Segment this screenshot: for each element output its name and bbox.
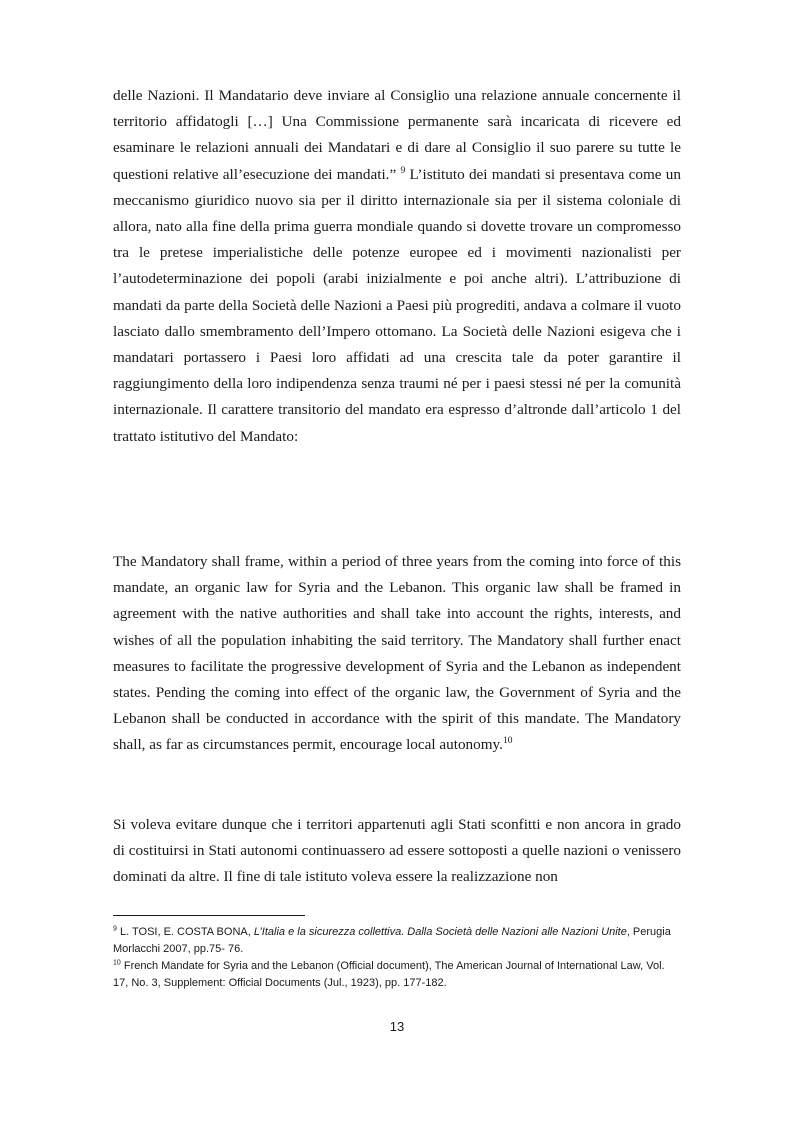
footnote-10-mark: 10 <box>113 959 121 967</box>
footnote-9-authors: L. TOSI, E. COSTA BONA, <box>116 926 254 938</box>
paragraph-1-text-b: L’istituto dei mandati si presentava come un meccanismo giuridico nuovo sia per il diritto internazionale sia per il sistema coloniale di allora, nato alla fine della prima guerra mondiale quando si dovette trovare un compromesso tra le pretese imperialistiche delle potenze europee ed i movimenti nazionalisti per l’autodeterminazione dei popoli (arabi inizialmente e poi anche altri). L’attribuzione di mandati da parte della Società delle Nazioni a Paesi più progrediti, andava a colmare il vuoto lasciato dallo smembramento dell’Impero ottomano. La Società delle Nazioni esigeva che i mandatari portassero i Paesi loro affidati ad una crescita tale da poter garantire il raggiungimento della loro indipendenza senza traumi né per i paesi stessi né per la comunità internazionale. Il carattere transitorio del mandato era espresso d’altronde dall’articolo 1 del trattato istitutivo del Mandato: <box>113 165 681 445</box>
footnote-9-mark: 9 <box>113 925 117 933</box>
paragraph-1-text-a: delle Nazioni. Il Mandatario deve inviare al Consiglio una relazione annuale concernente il territorio affidatogli […] Una Commissione permanente sarà incaricata di ricevere ed esaminare le relazioni annuali dei Mandatari e di dare al Consiglio il suo parere su tutte le questioni relative all’esecuzione dei mandati.” <box>113 87 681 183</box>
footnote-9 <box>113 924 681 958</box>
footnote-ref-10[interactable]: 10 <box>502 736 513 747</box>
block-quote-mandate-article-1 <box>113 549 681 759</box>
footnote-9-rest: , Perugia Morlacchi 2007, pp.75- 76. <box>113 926 671 955</box>
body-paragraph-3 <box>113 812 681 891</box>
footnote-9-title: L’Italia e la sicurezza collettiva. Dalla Società delle Nazioni alle Nazioni Unite <box>253 926 627 938</box>
paragraph-3-text: Si voleva evitare dunque che i territori appartenuti agli Stati sconfitti e non ancora in grado di costituirsi in Stati autonomi continuassero ad essere sottoposti a quelle nazioni o venissero dominati da altre. Il fine di tale istituto voleva essere la realizzazione non <box>113 816 681 886</box>
body-paragraph-1 <box>113 83 681 450</box>
footnotes <box>113 924 681 992</box>
footnote-10 <box>113 958 681 992</box>
footnote-separator <box>113 915 305 916</box>
footnote-ref-9[interactable]: 9 <box>400 165 406 176</box>
document-page <box>113 0 681 1122</box>
quote-text: The Mandatory shall frame, within a period of three years from the coming into force of this mandate, an organic law for Syria and the Lebanon. This organic law shall be framed in agreement with the native authorities and shall take into account the rights, interests, and wishes of all the population inhabiting the said territory. The Mandatory shall further enact measures to facilitate the progressive development of Syria and the Lebanon as independent states. Pending the coming into effect of the organic law, the Government of Syria and the Lebanon shall be conducted in accordance with the spirit of this mandate. The Mandatory shall, as far as circumstances permit, encourage local autonomy. <box>113 553 681 754</box>
footnote-10-text: French Mandate for Syria and the Lebanon (Official document), The American Journal of International Law, Vol. 17, No. 3, Supplement: Official Documents (Jul., 1923), pp. 177-182. <box>113 960 665 989</box>
page-number: 13 <box>389 1019 405 1034</box>
